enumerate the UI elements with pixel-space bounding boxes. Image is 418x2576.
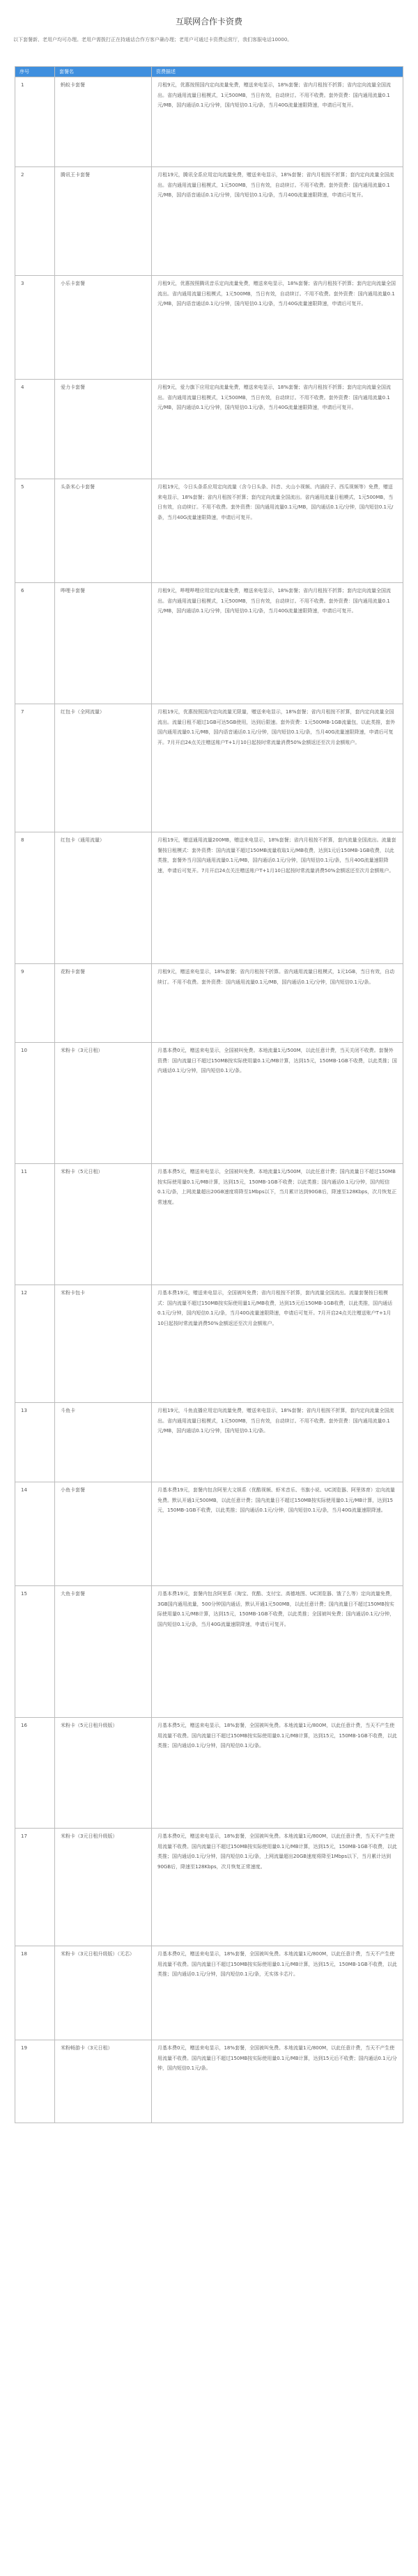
table-row xyxy=(15,1043,403,1164)
row-no: 10 xyxy=(15,1043,55,1164)
row-name: 小鱼卡套餐 xyxy=(55,1482,152,1586)
row-no: 1 xyxy=(15,77,55,167)
table-row xyxy=(15,77,403,167)
row-no: 14 xyxy=(15,1482,55,1586)
table-row xyxy=(15,1586,403,1718)
row-name: 米粉卡（3元日租升级版） xyxy=(55,1829,152,1946)
row-desc: 月租9元，爱力旗下应用定向流量免费，赠送来电显示，18%套餐；省内月租按不折算；套内定向流量全国流出。省内通用流量日租模式，1元500MB，当日有效，自动续订。不用不收费。套外资费：国内通用流量0.1元/MB，国内通话0.1元/分钟，国内短信0.1元/条，当月40G流量速限降速，申请后可复开。 xyxy=(152,380,403,479)
row-name: 头条米心卡套餐 xyxy=(55,479,152,583)
table-row xyxy=(15,1829,403,1946)
table-row xyxy=(15,1164,403,1285)
row-no: 12 xyxy=(15,1285,55,1403)
table-row xyxy=(15,276,403,380)
row-desc: 月租9元，赠送来电显示，18%套餐；省内月租按不折算。省内通用流量日租模式，1元1GB，当日有效，自动续订。不用不收费。套外资费：国内通用流量0.1元/MB，国内通话0.1元/分钟，国内短信0.1元/条。 xyxy=(152,964,403,1043)
row-desc: 月基本费19元，赠送来电显示，全国被叫免费；省内月租按不折算，套内流量全国流出。流量套餐按日租模式：国内流量不超过150MB按实际使用量1元/MB收费，达到15元后150MB-1GB收费，以此类推，国内通话0.1元/分钟，国内短信0.1元/条，当月40G流量速限降速，申请后可复开。7月开启24点关注赠送账户T+1月10日起按时常流量消费50%金额返还至次月金额账户。 xyxy=(152,1285,403,1403)
table-row xyxy=(15,479,403,583)
intro-text: 以下套餐新、老用户均可办理。老用户需拨打正在持通话合作方客户确办理；老用户可通过卡资费运营厅，我们客服电话10000。 xyxy=(13,37,293,42)
row-desc: 月租19元，赠送通用流量200MB，赠送来电显示，18%套餐；省内月租按不折算，套内流量全国流出。流量套餐按日租模式：套外资费：国内流量不超过150MB流量收取1元/MB收费，达到1元后150MB-1GB收费，以此类推，套餐外当月国内通用流量0.1元/MB，国内通话0.1元/分钟，国内短信0.1元/条，当月40G流量速限降速，申请后可复开。7月开启24点关注赠送账户T+1月10日起按时常流量消费50%金额返还至次月金额账户。 xyxy=(152,832,403,964)
row-no: 11 xyxy=(15,1164,55,1285)
row-name: 哔哩卡套餐 xyxy=(55,583,152,704)
row-desc: 月基本费19元，套餐内包含阿里系（淘宝、优酷、支付宝、高德地图、UC浏览器、饿了么等）定向流量免费，3GB国内通用流量，500分钟国内通话，默认开通1元500MB，以此任意计费；国内流量日不超过150MB按实际使用量0.1元/MB计算，达到15元，150MB-1GB不收费，以此类推；全国被叫免费；国内通话0.1元/分钟，国内短信0.1元/条，当月40G流量速限降速，申请后可复开。 xyxy=(152,1586,403,1718)
row-no: 2 xyxy=(15,167,55,276)
table-header-row xyxy=(15,67,403,77)
row-no: 15 xyxy=(15,1586,55,1718)
row-name: 大鱼卡套餐 xyxy=(55,1586,152,1718)
row-desc: 月租19元，腾讯全系应用定向流量免费，赠送来电显示，18%套餐；省内月租按不折算；套内定向流量全国流出。省内通用流量日租模式，1元500MB，当日有效，自动续订。不用不收费。套外资费：国内通用流量0.1元/MB，国内语音通话0.1元/分钟，国内短信0.1元/条，当月40G流量速限降速，申请后可复开。 xyxy=(152,167,403,276)
row-desc: 月基本费5元，赠送来电显示，全国被叫免费。本地流量1元/500M，以此任意计费；国内流量日不超过150MB按实际使用量0.1元/MB计算，达到15元，150MB-1GB不收费；以此类推；国内通话0.1元/分钟，国内短信0.1元/条，上网流量超出20GB速度将降至1Mbps以下，当月累计达到90GB后，降速至128Kbps，次月恢复正常速度。 xyxy=(152,1164,403,1285)
page-title: 互联网合作卡资费 xyxy=(175,17,242,26)
row-desc: 月租19元，今日头条系应用定向流量（含今日头条、抖音、火山小视频、内涵段子、西瓜视频等）免费，赠送来电显示，18%套餐；省内月租按不折算；套内定向流量全国流出。省内通用流量日租模式，1元500MB，当日有效，自动续订。不用不收费。套外资费：国内通用流量0.1元/MB，国内通话0.1元/分钟，国内短信0.1元/条，当月40G流量速限降速，申请后可复开。 xyxy=(152,479,403,583)
row-no: 7 xyxy=(15,704,55,832)
row-name: 花粉卡套餐 xyxy=(55,964,152,1043)
row-no: 19 xyxy=(15,2040,55,2123)
table-row xyxy=(15,167,403,276)
row-no: 17 xyxy=(15,1829,55,1946)
row-no: 3 xyxy=(15,276,55,380)
row-desc: 月租19元，斗鱼直播应用定向流量免费，赠送来电显示，18%套餐；省内月租按不折算，套内定向流量全国流出。省内通用流量日租模式，1元500MB，当日有效，自动续订。不用不收费。套外资费：国内通用流量0.1元/MB，国内通话0.1元/分钟，国内短信0.1元/条。 xyxy=(152,1403,403,1482)
row-desc: 月租9元，优惠按照腾讯音乐定向流量免费，赠送来电显示，18%套餐；省内月租按不折算；套内定向流量全国流出。省内通用流量日租模式，1元500MB，当日有效，自动续订。不用不收费。套外资费：国内通用流量0.1元/MB，国内语音通话0.1元/分钟，国内短信0.1元/条，当月40G流量速限降速，申请后可复开。 xyxy=(152,276,403,380)
row-desc: 月租9元，哔哩哔哩应用定向流量免费，赠送来电显示，18%套餐；省内月租按不折算；套内定向流量全国流出。省内通用流量日租模式，1元500MB，当日有效，自动续订。不用不收费。套外资费：国内通用流量0.1元/MB，国内通话0.1元/分钟，国内短信0.1元/条，当月40G流量速限降速，申请后可复开。 xyxy=(152,583,403,704)
row-name: 米粉卡（5元日租） xyxy=(55,1164,152,1285)
row-name: 斗鱼卡 xyxy=(55,1403,152,1482)
row-desc: 月基本费0元，赠送来电显示，18%套餐，全国被叫免费。本地流量1元/800M，以此任意计费，当天不产生使用流量不收费。国内流量日不超过150MB按实际使用量0.1元/MB计算，达到15元后不收费；国内通话0.1元/分钟，国内短信0.1元/条。 xyxy=(152,2040,403,2123)
row-desc: 月基本费19元，套餐内包含阿里大文娱系（优酷视频、虾米音乐、书旗小说、UC浏览器、阿里体育）定向流量免费。默认开通1元500MB，以此任意计费；国内流量日不超过150MB按实际使用量0.1元/MB计算，达到15元，150MB-1GB不收费，以此类推；国内通话0.1元/分钟，国内短信0.1元/条，当月40G流量速限降速。 xyxy=(152,1482,403,1586)
row-name: 爱力卡套餐 xyxy=(55,380,152,479)
row-no: 8 xyxy=(15,832,55,964)
table-row xyxy=(15,1482,403,1586)
tariff-table xyxy=(15,66,403,2123)
row-no: 5 xyxy=(15,479,55,583)
table-row xyxy=(15,1718,403,1829)
table-row xyxy=(15,1285,403,1403)
row-name: 蚂蚁卡套餐 xyxy=(55,77,152,167)
table-row xyxy=(15,704,403,832)
table-row xyxy=(15,1946,403,2040)
row-name: 小乐卡套餐 xyxy=(55,276,152,380)
row-desc: 月基本费0元，赠送来电显示，18%套餐，全国被叫免费。本地流量1元/800M，以此任意计费，当天不产生使用流量不收费。国内流量日不超过150MB按实际使用量0.1元/MB计算，达到15元，150MB-1GB不收费，以此类推；国内通话0.1元/分钟，国内短信0.1元/条，无实体卡芯片。 xyxy=(152,1946,403,2040)
table-row xyxy=(15,964,403,1043)
row-name: 米粉卡（3元日租升级版）（无芯） xyxy=(55,1946,152,2040)
header-no: 序号 xyxy=(15,67,55,77)
table-row xyxy=(15,380,403,479)
header-desc: 资费描述 xyxy=(152,67,403,77)
row-desc: 月租9元，优惠按照国内定向流量免费，赠送来电显示，18%套餐；省内月租按不折算；省内定向流量全国流出。省内通用流量日租模式，1元500MB，当日有效，自动续订。不用不收费。套外资费：国内通用流量0.1元/MB，国内通话0.1元/分钟，国内短信0.1元/条，当月40G流量速限降速，申请后可复开。 xyxy=(152,77,403,167)
row-name: 腾讯王卡套餐 xyxy=(55,167,152,276)
table-row xyxy=(15,832,403,964)
row-name: 红包卡（通用流量） xyxy=(55,832,152,964)
row-name: 米粉畅游卡（3元日租） xyxy=(55,2040,152,2123)
row-no: 9 xyxy=(15,964,55,1043)
row-desc: 月基本费0元，赠送来电显示，18%套餐，全国被叫免费。本地流量1元/800M，以此任意计费，当天不产生使用流量不收费。国内流量日不超过150MB按实际使用量0.1元/MB计算，达到15元，150MB-1GB不收费，以此类推；国内通话0.1元/分钟，国内短信0.1元/条，上网流量超出20GB速度将降至1Mbps以下，当月累计达到90GB后，降速至128Kbps，次月恢复正常速度。 xyxy=(152,1829,403,1946)
row-no: 18 xyxy=(15,1946,55,2040)
table-row xyxy=(15,2040,403,2123)
table-row xyxy=(15,583,403,704)
row-no: 6 xyxy=(15,583,55,704)
row-name: 米粉卡包卡 xyxy=(55,1285,152,1403)
row-no: 4 xyxy=(15,380,55,479)
row-desc: 月基本费0元，赠送来电显示，全国被叫免费。本地流量1元/500M，以此任意计费，当天关闭不收费。套餐外资费：国内流量日不超过150MB按实际使用量0.1元/MB计算，达到15元，150MB-1GB不收费，以此类推；国内通话0.1元/分钟，国内短信0.1元/条。 xyxy=(152,1043,403,1164)
row-name: 米粉卡（5元日租升级版） xyxy=(55,1718,152,1829)
row-no: 16 xyxy=(15,1718,55,1829)
row-no: 13 xyxy=(15,1403,55,1482)
row-desc: 月基本费5元，赠送来电显示，18%套餐，全国被叫免费。本地流量1元/800M，以此任意计费，当天不产生使用流量不收费。国内流量日不超过150MB按实际使用量0.1元/MB计算，达到15元，150MB-1GB不收费，以此类推；国内通话0.1元/分钟，国内短信0.1元/条。 xyxy=(152,1718,403,1829)
table-row xyxy=(15,1403,403,1482)
header-name: 套餐名 xyxy=(55,67,152,77)
row-name: 红包卡（全网流量） xyxy=(55,704,152,832)
row-name: 米粉卡（3元日租） xyxy=(55,1043,152,1164)
row-desc: 月租19元，优惠按照国内定向流量无限量，赠送来电显示，18%套餐；省内月租按不折算，套内定向流量全国流出。流量日租不超过1GB可达5GB使用，达到后限速。套外资费：1元500MB-1GB流量包，以此类推，套外国内通用流量0.1元/MB，国内语音通话0.1元/分钟，国内短信0.1元/条，当月40G流量速限降速，申请后可复开。7月开启24点关注赠送账户T+1月10日起按时常流量消费50%金额返还至次月金额账户。 xyxy=(152,704,403,832)
